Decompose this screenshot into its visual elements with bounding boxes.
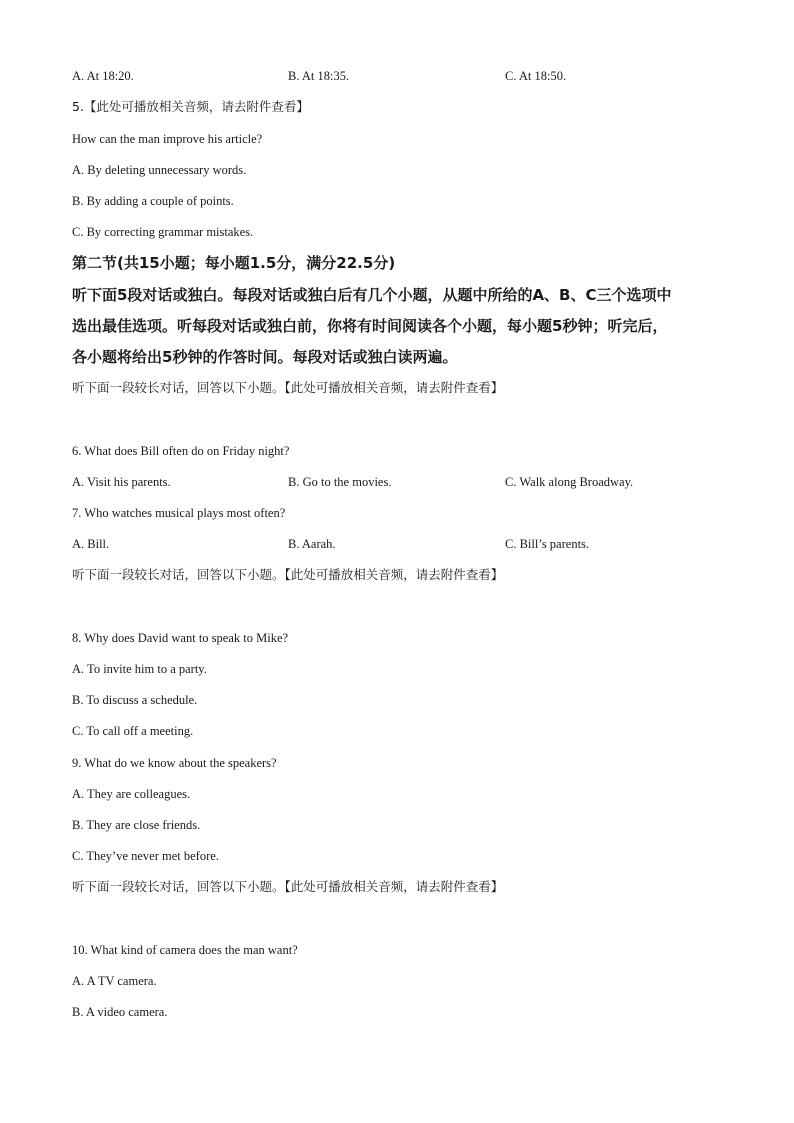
q10-question: 10. What kind of camera does the man want? <box>72 943 298 957</box>
q6-question: 6. What does Bill often do on Friday night? <box>72 444 290 458</box>
dialogue1-prompt: 听下面一段较长对话，回答以下小题。【此处可播放相关音频，请去附件查看】 <box>72 380 504 395</box>
q7-option-a: A. Bill. <box>72 537 110 551</box>
q5-header: 5.【此处可播放相关音频，请去附件查看】 <box>72 99 309 114</box>
q10-option-b: B. A video camera. <box>72 1005 168 1019</box>
q8-option-a: A. To invite him to a party. <box>72 662 207 676</box>
q6-option-b: B. Go to the movies. <box>288 475 392 489</box>
q8-question: 8. Why does David want to speak to Mike? <box>72 631 289 645</box>
dialogue2-prompt: 听下面一段较长对话，回答以下小题。【此处可播放相关音频，请去附件查看】 <box>72 567 504 582</box>
q5-question: How can the man improve his article? <box>72 132 263 146</box>
instruction-line-3: 各小题将给出5秒钟的作答时间。每段对话或独白读两遍。 <box>72 348 458 366</box>
q10-option-a: A. A TV camera. <box>72 974 157 988</box>
q6-option-a: A. Visit his parents. <box>72 475 171 489</box>
q9-option-c: C. They’ve never met before. <box>72 849 219 863</box>
q4-option-b: B. At 18:35. <box>288 69 350 83</box>
q8-option-c: C. To call off a meeting. <box>72 724 194 738</box>
instruction-line-1: 听下面5段对话或独白。每段对话或独白后有几个小题，从题中所给的A、B、C三个选项中 <box>72 286 672 304</box>
section2-title: 第二节(共15小题；每小题1.5分，满分22.5分) <box>72 254 396 272</box>
q9-option-a: A. They are colleagues. <box>72 787 191 801</box>
dialogue3-prompt: 听下面一段较长对话，回答以下小题。【此处可播放相关音频，请去附件查看】 <box>72 879 504 894</box>
q9-option-b: B. They are close friends. <box>72 818 201 832</box>
q9-question: 9. What do we know about the speakers? <box>72 756 277 770</box>
instruction-line-2: 选出最佳选项。听每段对话或独白前，你将有时间阅读各个小题，每小题5秒钟；听完后， <box>72 317 668 335</box>
q7-option-c: C. Bill’s parents. <box>505 537 590 551</box>
q5-option-b: B. By adding a couple of points. <box>72 194 234 208</box>
q7-option-b: B. Aarah. <box>288 537 336 551</box>
q5-option-a: A. By deleting unnecessary words. <box>72 163 247 177</box>
q5-option-c: C. By correcting grammar mistakes. <box>72 225 254 239</box>
q8-option-b: B. To discuss a schedule. <box>72 693 198 707</box>
section2-instructions <box>72 280 732 373</box>
q4-option-c: C. At 18:50. <box>505 69 567 83</box>
q6-option-c: C. Walk along Broadway. <box>505 475 634 489</box>
q7-question: 7. Who watches musical plays most often? <box>72 506 286 520</box>
q4-option-a: A. At 18:20. <box>72 69 134 83</box>
